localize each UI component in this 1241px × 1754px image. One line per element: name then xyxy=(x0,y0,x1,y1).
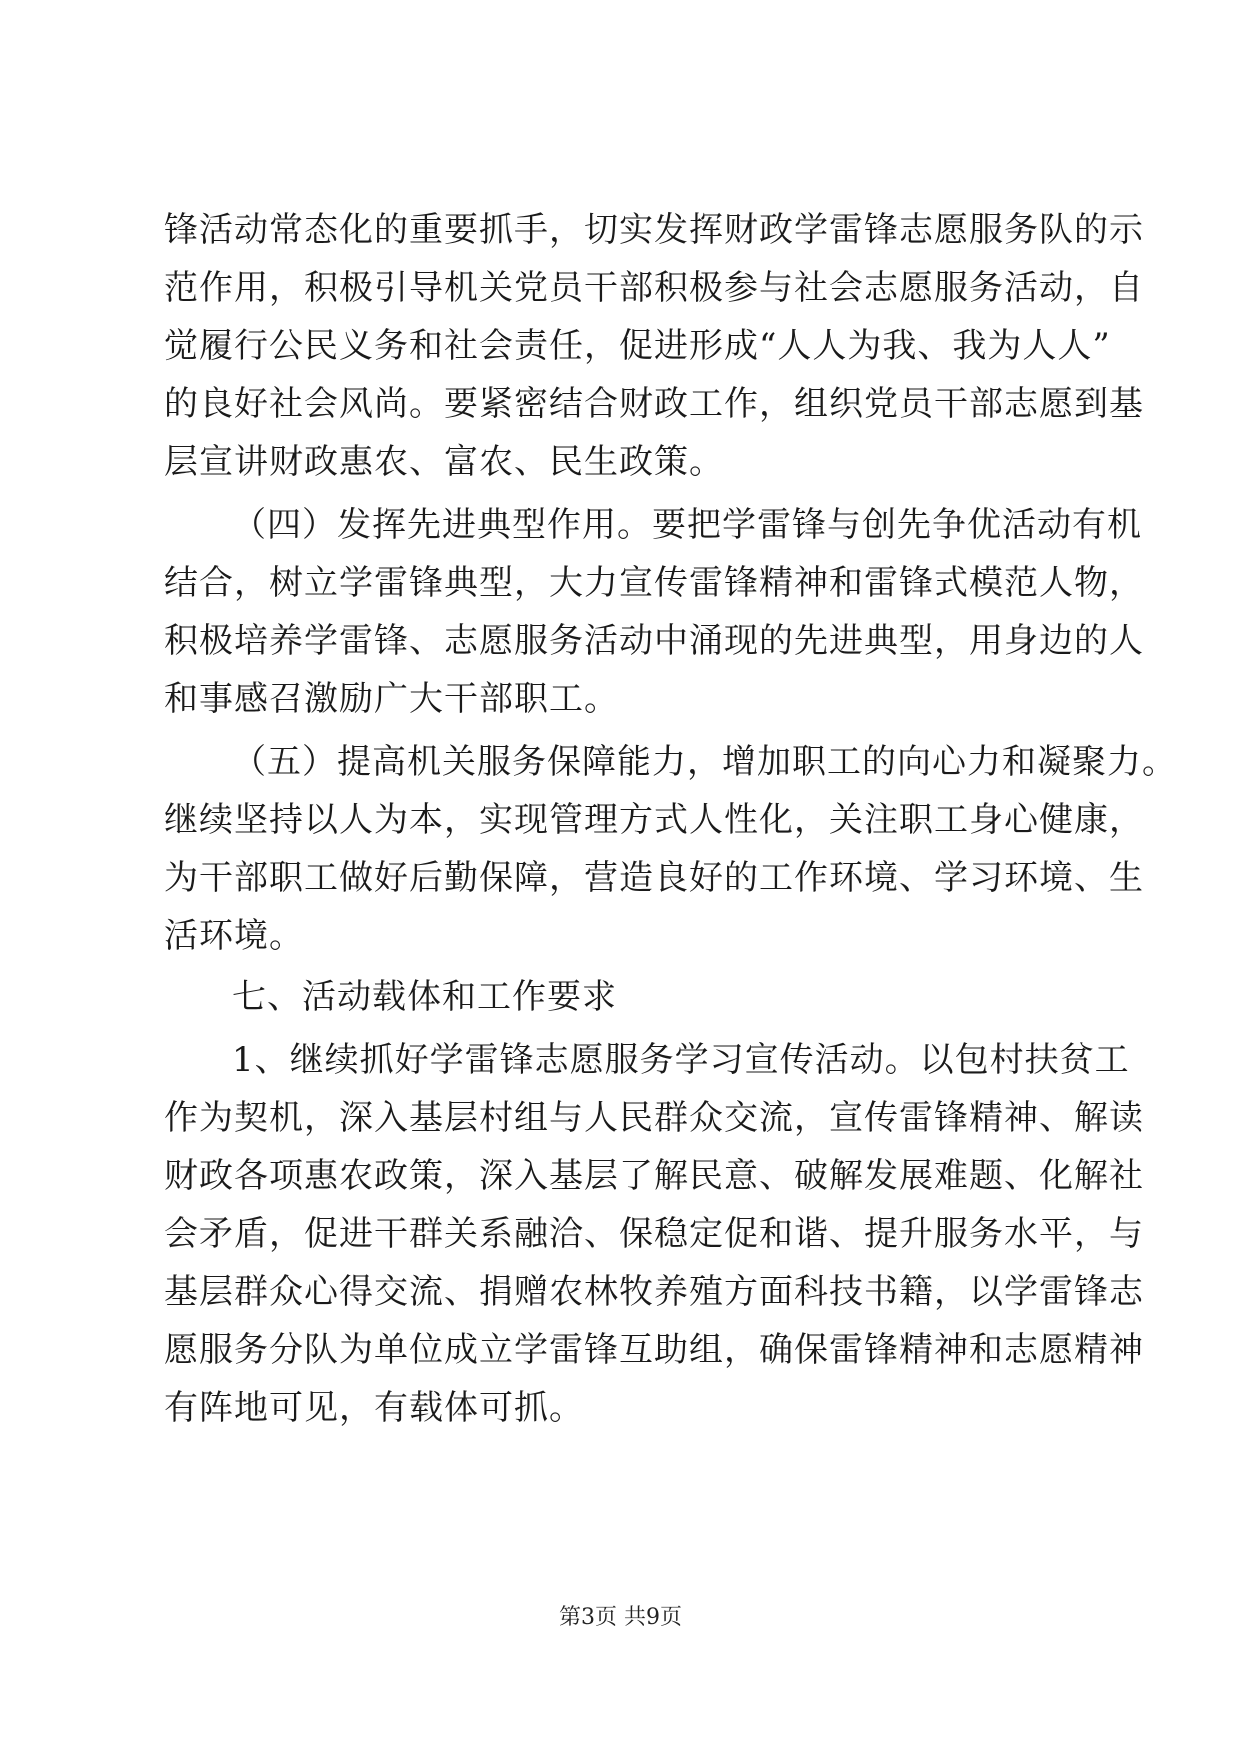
paragraph-first-line: （四）发挥先进典型作用。要把学雷锋与创先争优活动有机 xyxy=(232,505,1142,545)
body-text-line: 觉履行公民义务和社会责任，促进形成“人人为我、我为人人” xyxy=(164,326,1111,366)
body-text-line: 愿服务分队为单位成立学雷锋互助组，确保雷锋精神和志愿精神 xyxy=(164,1330,1144,1370)
body-text-line: 作为契机，深入基层村组与人民群众交流，宣传雷锋精神、解读 xyxy=(164,1098,1144,1138)
body-text-line: 财政各项惠农政策，深入基层了解民意、破解发展难题、化解社 xyxy=(164,1156,1144,1196)
paragraph-first-line: 1、继续抓好学雷锋志愿服务学习宣传活动。以包村扶贫工 xyxy=(232,1040,1130,1080)
body-text-line: 基层群众心得交流、捐赠农林牧养殖方面科技书籍，以学雷锋志 xyxy=(164,1272,1144,1312)
body-text-line: 继续坚持以人为本，实现管理方式人性化，关注职工身心健康， xyxy=(164,800,1144,840)
body-text-line: 和事感召激励广大干部职工。 xyxy=(164,679,619,719)
body-text-line: 为干部职工做好后勤保障，营造良好的工作环境、学习环境、生 xyxy=(164,858,1144,898)
body-text-line: 积极培养学雷锋、志愿服务活动中涌现的先进典型，用身边的人 xyxy=(164,621,1144,661)
body-text-line: 结合，树立学雷锋典型，大力宣传雷锋精神和雷锋式模范人物， xyxy=(164,563,1144,603)
body-text-line: 层宣讲财政惠农、富农、民生政策。 xyxy=(164,442,724,482)
page-footer: 第3页 共9页 xyxy=(559,1605,682,1630)
paragraph-first-line: （五）提高机关服务保障能力，增加职工的向心力和凝聚力。 xyxy=(232,742,1177,782)
section-heading: 七、活动载体和工作要求 xyxy=(232,977,617,1017)
body-text-line: 的良好社会风尚。要紧密结合财政工作，组织党员干部志愿到基 xyxy=(164,384,1144,424)
body-text-line: 锋活动常态化的重要抓手，切实发挥财政学雷锋志愿服务队的示 xyxy=(164,210,1144,250)
body-text-line: 会矛盾，促进干群关系融洽、保稳定促和谐、提升服务水平，与 xyxy=(164,1214,1144,1254)
body-text-line: 有阵地可见，有载体可抓。 xyxy=(164,1388,584,1428)
body-text-line: 范作用，积极引导机关党员干部积极参与社会志愿服务活动，自 xyxy=(164,268,1144,308)
body-text-line: 活环境。 xyxy=(164,916,304,956)
